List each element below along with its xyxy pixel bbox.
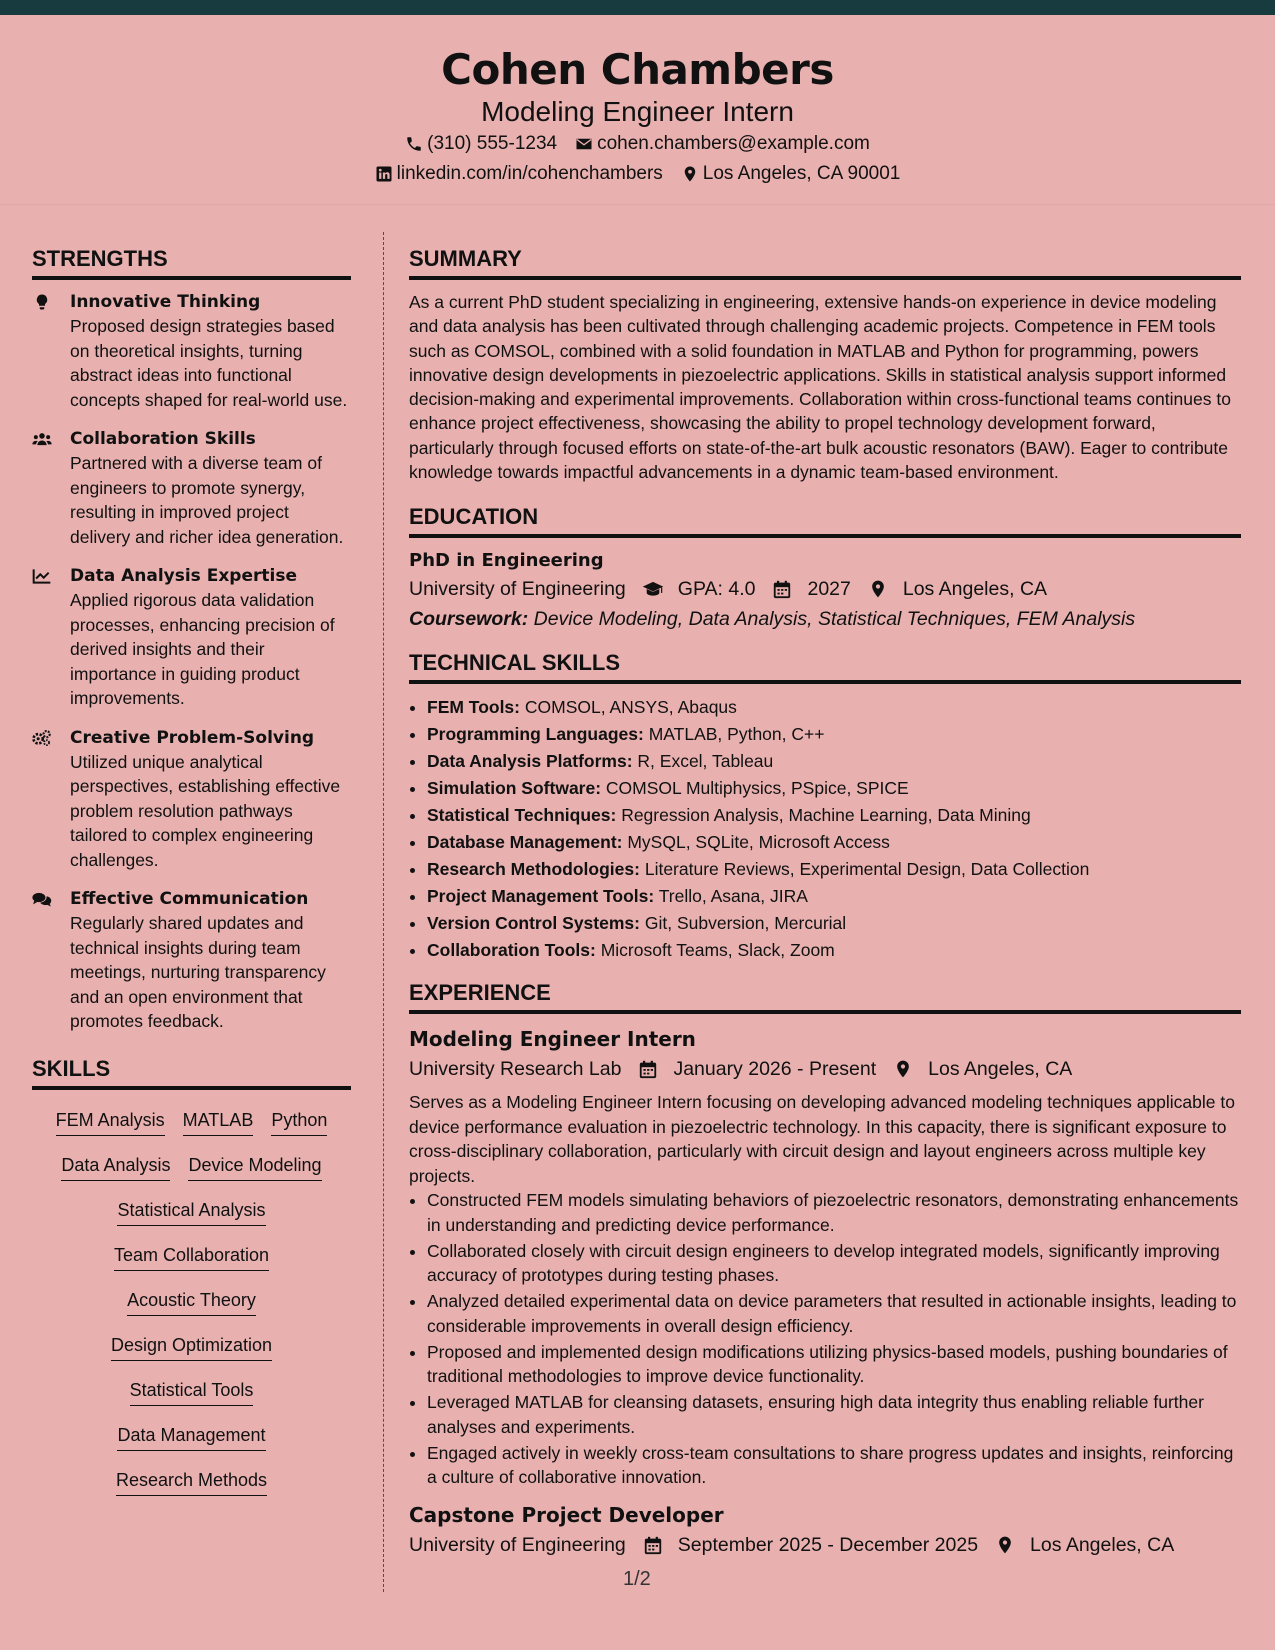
skill-row: [32, 1280, 351, 1325]
job-bullet: • Constructed FEM models simulating behaviors of piezoelectric resonators, demonstrating enhancements in understanding and predicting device performance.: [427, 1188, 1241, 1237]
coursework-label: Coursework:: [409, 608, 529, 631]
technical-skill-item: [427, 694, 1241, 721]
technical-skill-value: MySQL, SQLite, Microsoft Access: [627, 832, 890, 853]
strength-title: Effective Communication: [70, 889, 309, 909]
candidate-headline: Modeling Engineer Intern: [481, 96, 794, 127]
map-marker-icon: [892, 1059, 914, 1079]
page-number: 1/2: [623, 1568, 651, 1590]
job-dates: January 2026 - Present: [673, 1058, 877, 1081]
linkedin-text: linkedin.com/in/cohenchambers: [396, 163, 663, 184]
skill-row: [32, 1415, 351, 1460]
skill-tag: MATLAB: [183, 1109, 254, 1136]
left-column: [32, 244, 351, 1505]
education-gpa: GPA: 4.0: [677, 578, 756, 601]
skill-row: [32, 1145, 351, 1190]
chart-line-icon: [32, 564, 70, 711]
technical-skill-value: Git, Subversion, Mercurial: [644, 913, 847, 934]
right-column: [409, 244, 1241, 1560]
location-text: Los Angeles, CA 90001: [702, 163, 901, 184]
job-meta: [409, 1054, 1241, 1084]
phone-text: (310) 555-1234: [427, 133, 558, 154]
skill-tag: Data Analysis: [61, 1154, 170, 1181]
technical-skill-value: COMSOL Multiphysics, PSpice, SPICE: [605, 778, 909, 799]
top-bar: [0, 0, 1275, 15]
job-organization: University of Engineering: [409, 1533, 626, 1556]
strengths-heading: STRENGTHS: [32, 244, 351, 280]
technical-skill-label: Data Analysis Platforms:: [427, 751, 633, 772]
job-meta: [409, 1530, 1241, 1560]
cogs-icon: [32, 726, 70, 873]
technical-skill-value: Literature Reviews, Experimental Design, Data Collection: [644, 859, 1090, 880]
technical-skill-value: MATLAB, Python, C++: [648, 724, 825, 745]
technical-skill-label: Simulation Software:: [427, 778, 602, 799]
experience-item: [409, 1024, 1241, 1490]
skill-tag: Team Collaboration: [114, 1244, 269, 1271]
education-coursework: [409, 604, 1241, 634]
strength-description: Regularly shared updates and technical insights during team meetings, nurturing transparency and an open environment that promotes feedback.: [70, 913, 326, 1031]
skill-tag: Research Methods: [116, 1469, 267, 1496]
skill-tag: Acoustic Theory: [127, 1289, 256, 1316]
envelope-icon: [575, 135, 593, 153]
contact-row-1: [0, 129, 1275, 159]
map-marker-icon: [681, 165, 699, 183]
job-bullet: • Proposed and implemented design modifications utilizing physics-based models, pushing boundaries of traditional methodologies to improve device functionality.: [427, 1340, 1241, 1389]
technical-skill-value: COMSOL, ANSYS, Abaqus: [524, 697, 737, 718]
job-title: Capstone Project Developer: [409, 1502, 724, 1527]
skill-tag: FEM Analysis: [56, 1109, 165, 1136]
strength-description: Applied rigorous data validation processes, enhancing precision of derived insights and their importance in guiding product improvements.: [70, 590, 335, 708]
linkedin-icon: [375, 165, 393, 183]
email-text: cohen.chambers@example.com: [597, 133, 870, 154]
skill-tag: Design Optimization: [111, 1334, 272, 1361]
map-marker-icon: [994, 1535, 1016, 1555]
job-dates: September 2025 - December 2025: [677, 1533, 979, 1556]
strength-item: [32, 564, 351, 711]
strength-title: Creative Problem-Solving: [70, 727, 315, 748]
strength-title: Innovative Thinking: [70, 292, 261, 312]
job-bullets: [409, 1188, 1241, 1490]
lightbulb-icon: [32, 290, 70, 412]
skill-row: [32, 1370, 351, 1415]
job-organization: University Research Lab: [409, 1058, 622, 1081]
technical-skill-item: [427, 721, 1241, 748]
skills-tags: [32, 1100, 351, 1505]
technical-skill-label: Version Control Systems:: [427, 913, 640, 934]
skill-row: [32, 1460, 351, 1505]
strength-description: Partnered with a diverse team of engineers to promote synergy, resulting in improved project delivery and richer idea generation.: [70, 453, 344, 547]
strength-item: [32, 887, 351, 1034]
job-bullet: • Engaged actively in weekly cross-team consultations to share progress updates and insights, reinforcing a culture of collaborative innovation.: [427, 1441, 1241, 1490]
technical-skill-value: Regression Analysis, Machine Learning, Data Mining: [621, 805, 1031, 826]
technical-skills-heading: TECHNICAL SKILLS: [409, 648, 1241, 684]
technical-skill-label: Collaboration Tools:: [427, 940, 596, 961]
skill-row: [32, 1190, 351, 1235]
skill-tag: Statistical Tools: [130, 1379, 254, 1406]
job-description: Serves as a Modeling Engineer Intern focusing on developing advanced modeling techniques applicable to device performance evaluation in piezoelectric technology. In this capacity, there is significant exposure to cross-disciplinary collaboration, particularly with circuit design and layout engineers across multiple key projects.: [409, 1092, 1235, 1186]
technical-skill-item: [427, 748, 1241, 775]
strength-item: [32, 726, 351, 873]
strength-description: Utilized unique analytical perspectives, establishing effective problem resolution pathways tailored to complex engineering challenges.: [70, 751, 341, 870]
job-location: Los Angeles, CA: [1030, 1533, 1175, 1556]
technical-skill-label: Database Management:: [427, 832, 623, 853]
job-bullet: • Leveraged MATLAB for cleansing datasets, ensuring high data integrity thus enabling reliable further analyses and experiments.: [427, 1390, 1241, 1439]
technical-skill-label: Statistical Techniques:: [427, 805, 617, 826]
education-meta: [409, 574, 1241, 604]
job-bullet: • Analyzed detailed experimental data on device parameters that resulted in actionable insights, leading to considerable improvements in overall design efficiency.: [427, 1289, 1241, 1338]
coursework-text: Device Modeling, Data Analysis, Statistical Techniques, FEM Analysis: [533, 608, 1136, 631]
email-contact[interactable]: [575, 129, 870, 159]
technical-skill-label: Programming Languages:: [427, 724, 644, 745]
technical-skill-item: [427, 910, 1241, 937]
job-bullet: • Collaborated closely with circuit design engineers to develop integrated models, significantly improving accuracy of prototypes during testing phases.: [427, 1239, 1241, 1288]
technical-skill-value: Trello, Asana, JIRA: [658, 886, 808, 907]
calendar-icon: [637, 1059, 659, 1079]
education-school: University of Engineering: [409, 578, 626, 601]
skill-row: [32, 1100, 351, 1145]
technical-skill-item: [427, 856, 1241, 883]
skill-tag: Statistical Analysis: [117, 1199, 265, 1226]
job-title: Modeling Engineer Intern: [409, 1027, 696, 1052]
experience-heading: EXPERIENCE: [409, 978, 1241, 1014]
technical-skill-item: [427, 937, 1241, 964]
map-marker-icon: [867, 579, 889, 599]
technical-skill-item: [427, 775, 1241, 802]
calendar-icon: [642, 1535, 664, 1555]
technical-skill-item: [427, 883, 1241, 910]
skill-tag: Data Management: [117, 1424, 265, 1451]
users-icon: [32, 427, 70, 549]
skill-row: [32, 1325, 351, 1370]
comments-icon: [32, 887, 70, 1034]
skills-heading: SKILLS: [32, 1054, 351, 1090]
education-location: Los Angeles, CA: [902, 578, 1048, 601]
column-divider: [383, 232, 384, 1592]
education-degree: PhD in Engineering: [409, 550, 604, 572]
resume-header: [0, 15, 1275, 205]
phone-contact[interactable]: [405, 129, 557, 159]
summary-heading: SUMMARY: [409, 244, 1241, 280]
strength-description: Proposed design strategies based on theoretical insights, turning abstract ideas into functional concepts shaped for real-world use.: [70, 316, 348, 410]
technical-skills-list: [409, 694, 1241, 964]
contact-row-2: [0, 159, 1275, 189]
technical-skill-label: Research Methodologies:: [427, 859, 640, 880]
technical-skill-label: Project Management Tools:: [427, 886, 655, 907]
strength-title: Data Analysis Expertise: [70, 566, 297, 586]
skill-row: [32, 1235, 351, 1280]
linkedin-contact[interactable]: [375, 159, 663, 189]
technical-skill-value: Microsoft Teams, Slack, Zoom: [600, 940, 835, 961]
education-heading: EDUCATION: [409, 502, 1241, 538]
location-contact: [681, 159, 901, 189]
experience-item: [409, 1500, 1241, 1560]
phone-icon: [405, 135, 423, 153]
summary-text: As a current PhD student specializing in engineering, extensive hands-on experience in device modeling and data analysis has been cultivated through challenging academic projects. Competence in FEM tools such as COMSOL, combined with a solid foundation in MATLAB and Python for programming, powers innovative design developments in piezoelectric applications. Skills in statistical analysis support informed decision-making and experimental improvements. Collaboration within cross-functional teams continues to enhance project effectiveness, showcasing the ability to propel technology development forward, particularly through focused efforts on state-of-the-art bulk acoustic resonators (BAW). Eager to contribute knowledge towards impactful advancements in a dynamic team-based environment.: [409, 292, 1231, 483]
technical-skill-value: R, Excel, Tableau: [637, 751, 774, 772]
graduation-cap-icon: [642, 579, 664, 599]
technical-skill-item: [427, 829, 1241, 856]
skill-tag: Python: [271, 1109, 327, 1136]
education-year: 2027: [807, 578, 851, 601]
technical-skill-item: [427, 802, 1241, 829]
strength-item: [32, 427, 351, 549]
job-location: Los Angeles, CA: [928, 1058, 1073, 1081]
strength-title: Collaboration Skills: [70, 429, 256, 449]
candidate-name: Cohen Chambers: [441, 45, 834, 94]
strength-item: [32, 290, 351, 412]
skill-tag: Device Modeling: [188, 1154, 321, 1181]
technical-skill-label: FEM Tools:: [427, 697, 520, 718]
calendar-icon: [771, 579, 793, 599]
